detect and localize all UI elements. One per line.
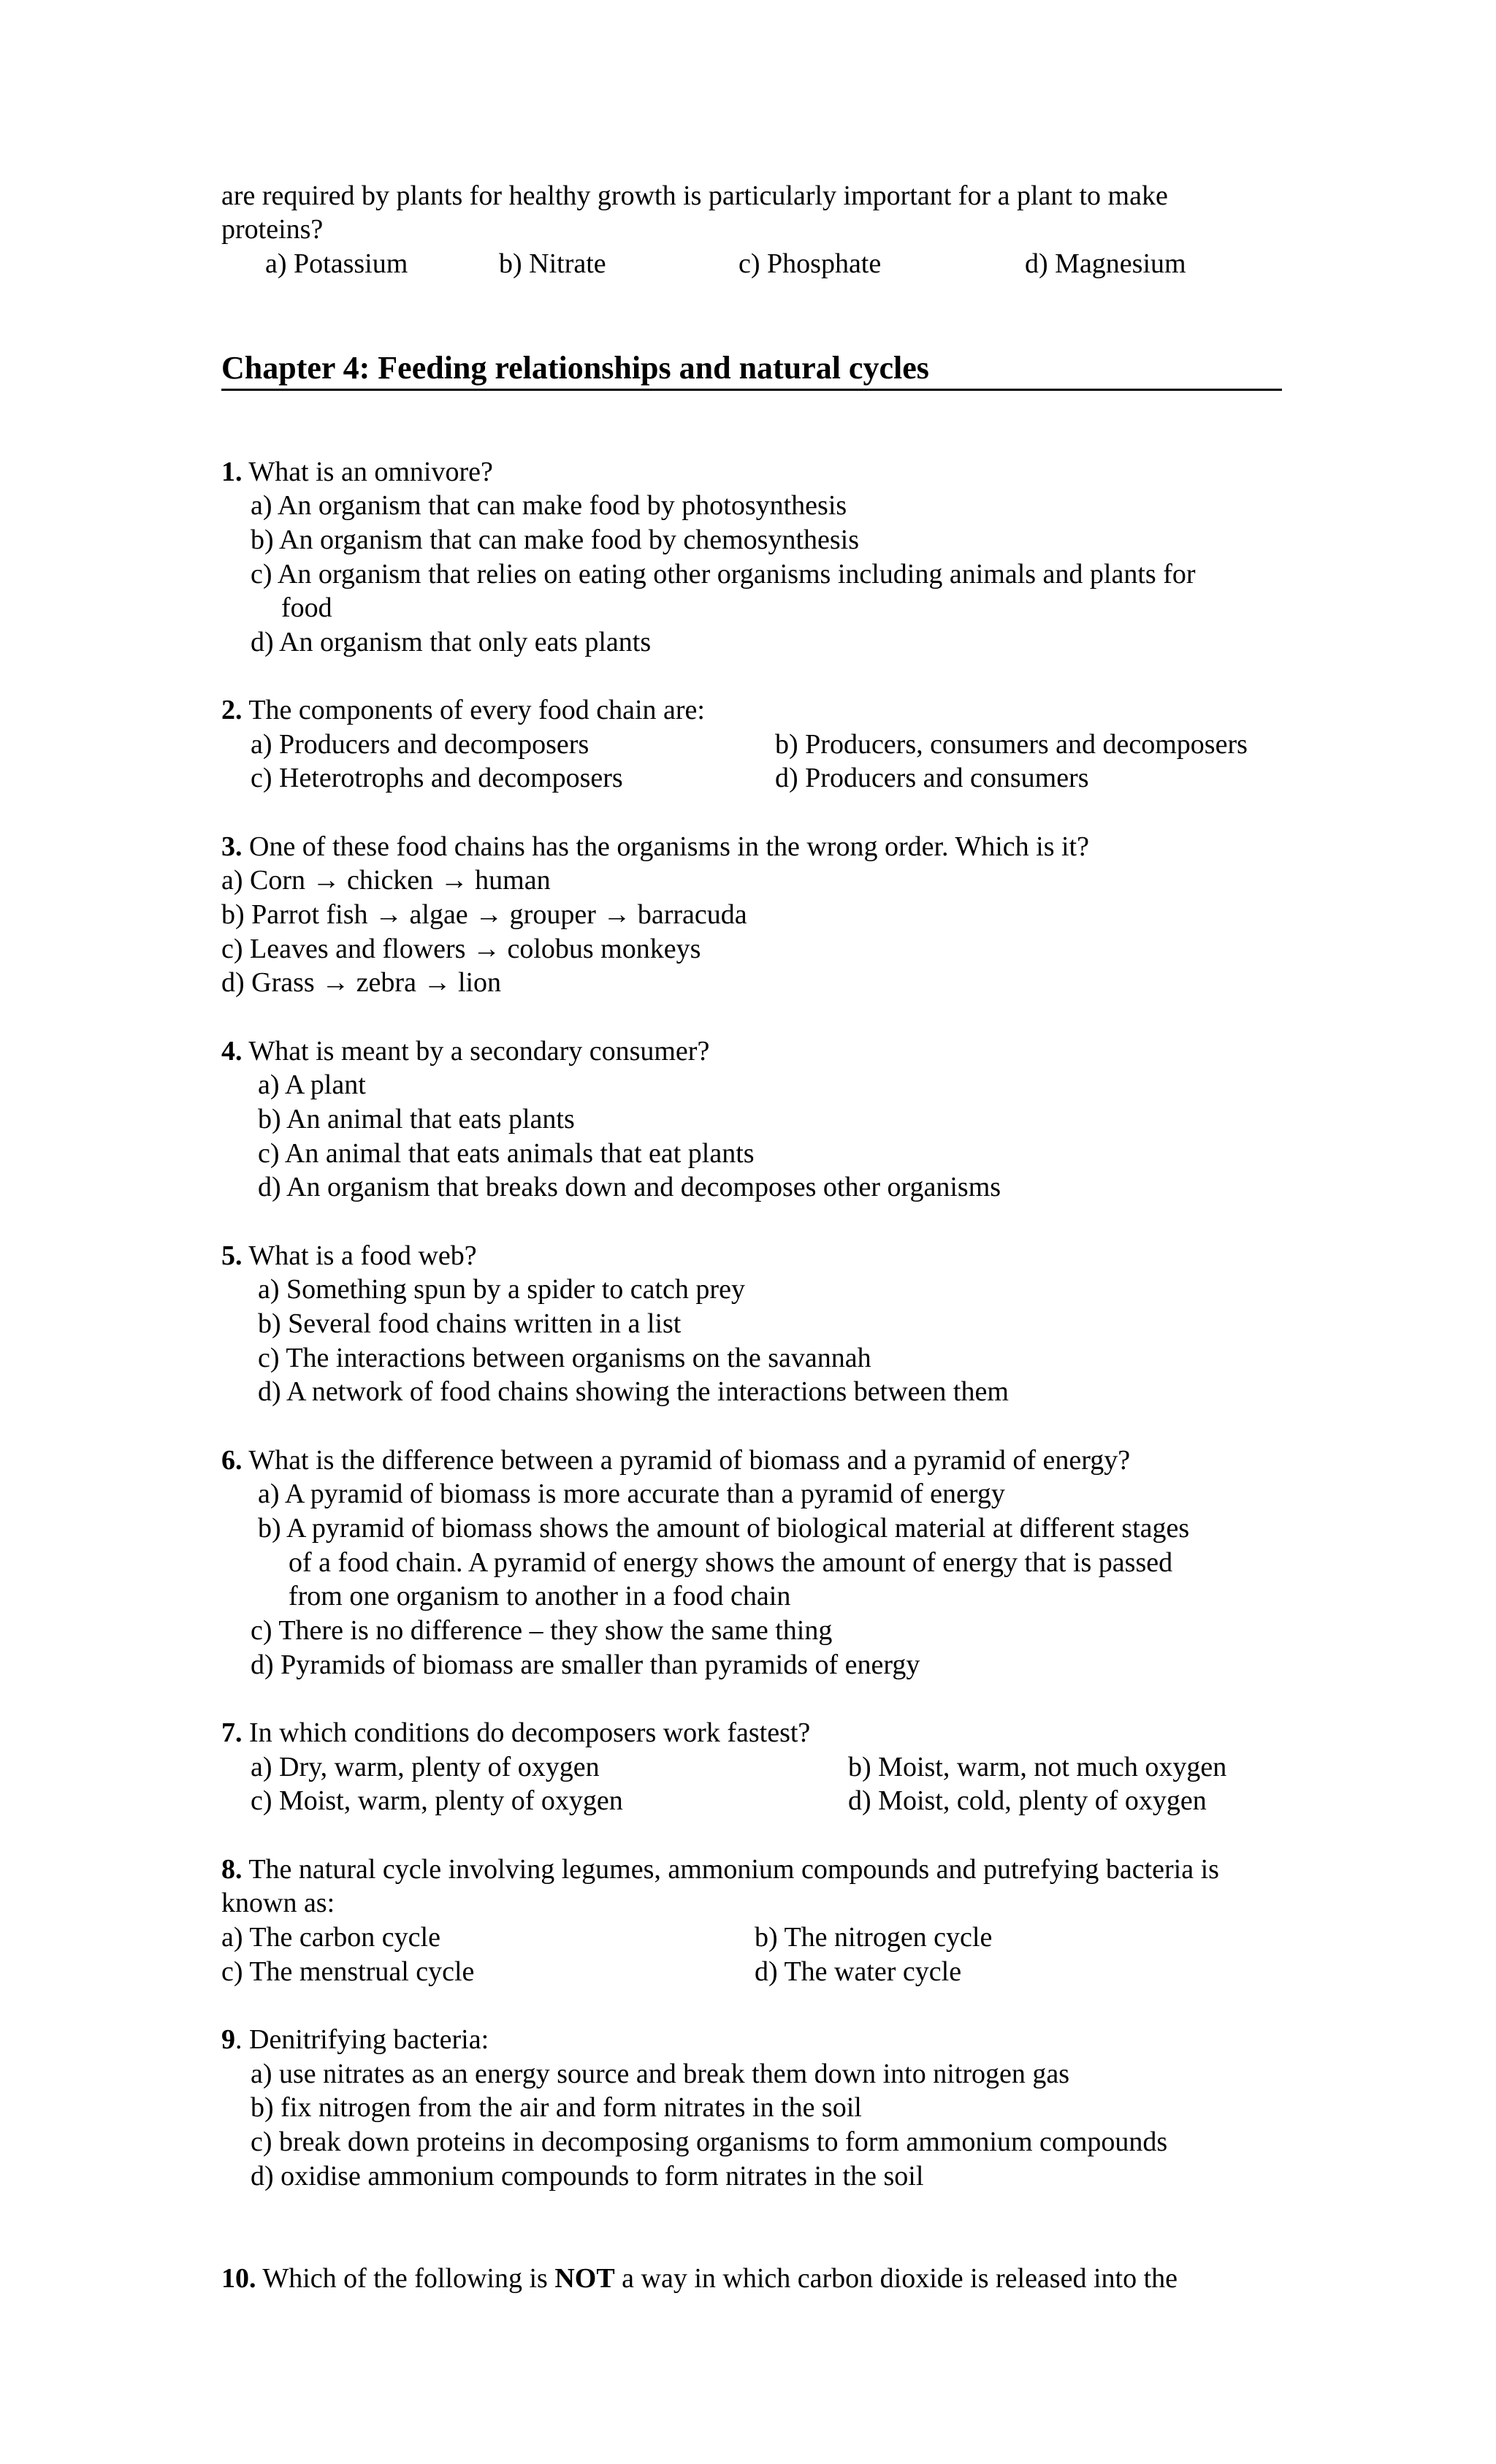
q8-option-a: a) The carbon cycle [221, 1922, 440, 1953]
intro-option-c: c) Phosphate [739, 248, 882, 279]
question-text-cont: a way in which carbon dioxide is released into the [622, 2263, 1178, 2294]
q1-option-b: b) An organism that can make food by chemosynthesis [251, 525, 860, 555]
question-text: The components of every food chain are: [248, 695, 705, 725]
q2-option-a: a) Producers and decomposers [251, 729, 589, 760]
question-3 [221, 830, 1089, 863]
question-8-cont: known as: [221, 1888, 335, 1918]
q2-option-d: d) Producers and consumers [775, 763, 1089, 793]
q6-option-b: b) A pyramid of biomass shows the amount of biological material at different stages [258, 1513, 1190, 1544]
q4-option-d: d) An organism that breaks down and decomposes other organisms [258, 1172, 1001, 1202]
question-number: 4. [221, 1036, 243, 1067]
question-text: In which conditions do decomposers work fastest? [249, 1717, 811, 1748]
chapter-heading: Chapter 4: Feeding relationships and natural cycles [221, 349, 1282, 391]
q9-option-c: c) break down proteins in decomposing organisms to form ammonium compounds [251, 2127, 1168, 2157]
question-text: What is the difference between a pyramid of biomass and a pyramid of energy? [248, 1445, 1131, 1476]
question-text: What is a food web? [248, 1240, 477, 1271]
q6-option-c: c) There is no difference – they show the same thing [251, 1615, 833, 1646]
question-5 [221, 1239, 477, 1273]
question-1 [221, 455, 493, 489]
question-text: One of these food chains has the organisms in the wrong order. Which is it? [249, 831, 1089, 862]
question-9 [221, 2023, 489, 2056]
q4-option-a: a) A plant [258, 1069, 366, 1100]
q4-option-c: c) An animal that eats animals that eat plants [258, 1138, 755, 1169]
q6-option-b-cont-2: from one organism to another in a food chain [289, 1581, 791, 1611]
intro-option-a: a) Potassium [265, 248, 408, 279]
q9-option-d: d) oxidise ammonium compounds to form nitrates in the soil [251, 2161, 924, 2192]
question-number: 10. [221, 2263, 256, 2294]
question-7 [221, 1716, 810, 1750]
question-number: 8. [221, 1854, 243, 1885]
q3-option-a: a) Corn → chicken → human [221, 865, 551, 896]
q3-option-b: b) Parrot fish → algae → grouper → barracuda [221, 899, 747, 930]
q5-option-c: c) The interactions between organisms on the savannah [258, 1343, 871, 1373]
q1-option-a: a) An organism that can make food by photosynthesis [251, 490, 847, 521]
q2-option-b: b) Producers, consumers and decomposers [775, 729, 1248, 760]
intro-line-1: are required by plants for healthy growth is particularly important for a plant to make [221, 180, 1168, 211]
question-number: 6. [221, 1445, 243, 1476]
q8-option-c: c) The menstrual cycle [221, 1956, 475, 1987]
q1-option-c-cont: food [281, 592, 332, 623]
q6-option-b-cont-1: of a food chain. A pyramid of energy shows the amount of energy that is passed [289, 1547, 1173, 1578]
q9-option-b: b) fix nitrogen from the air and form nitrates in the soil [251, 2092, 862, 2123]
question-text: What is an omnivore? [248, 457, 493, 487]
question-text: The natural cycle involving legumes, ammonium compounds and putrefying bacteria is [248, 1854, 1219, 1885]
q1-option-c: c) An organism that relies on eating other organisms including animals and plants for [251, 559, 1196, 590]
intro-option-d: d) Magnesium [1025, 248, 1186, 279]
q4-option-b: b) An animal that eats plants [258, 1104, 575, 1134]
q6-option-d: d) Pyramids of biomass are smaller than pyramids of energy [251, 1649, 920, 1680]
intro-line-2: proteins? [221, 214, 324, 245]
question-text: What is meant by a secondary consumer? [248, 1036, 710, 1067]
question-8 [221, 1853, 1219, 1886]
q8-option-d: d) The water cycle [755, 1956, 962, 1987]
question-2 [221, 693, 705, 727]
question-number: 2. [221, 695, 243, 725]
q7-option-b: b) Moist, warm, not much oxygen [848, 1752, 1227, 1782]
q5-option-b: b) Several food chains written in a list [258, 1308, 682, 1339]
question-10 [221, 2262, 1178, 2295]
q3-option-d: d) Grass → zebra → lion [221, 967, 502, 998]
q7-option-a: a) Dry, warm, plenty of oxygen [251, 1752, 600, 1782]
q8-option-b: b) The nitrogen cycle [755, 1922, 993, 1953]
question-number: 3. [221, 831, 243, 862]
intro-option-b: b) Nitrate [499, 248, 606, 279]
question-6 [221, 1443, 1130, 1477]
q9-option-a: a) use nitrates as an energy source and break them down into nitrogen gas [251, 2059, 1069, 2089]
question-text: . Denitrifying bacteria: [235, 2024, 489, 2055]
q6-option-a: a) A pyramid of biomass is more accurate than a pyramid of energy [258, 1479, 1005, 1509]
q5-option-d: d) A network of food chains showing the interactions between them [258, 1376, 1009, 1407]
q5-option-a: a) Something spun by a spider to catch prey [258, 1274, 745, 1305]
q3-option-c: c) Leaves and flowers → colobus monkeys [221, 934, 701, 964]
question-number: 5. [221, 1240, 243, 1271]
question-number: 7. [221, 1717, 243, 1748]
question-4 [221, 1034, 709, 1068]
q7-option-c: c) Moist, warm, plenty of oxygen [251, 1785, 623, 1816]
question-emphasis: NOT [554, 2263, 615, 2294]
question-text: Which of the following is [262, 2263, 548, 2294]
question-number: 9 [221, 2024, 235, 2055]
q7-option-d: d) Moist, cold, plenty of oxygen [848, 1785, 1207, 1816]
q1-option-d: d) An organism that only eats plants [251, 627, 652, 657]
q2-option-c: c) Heterotrophs and decomposers [251, 763, 623, 793]
question-number: 1. [221, 457, 243, 487]
